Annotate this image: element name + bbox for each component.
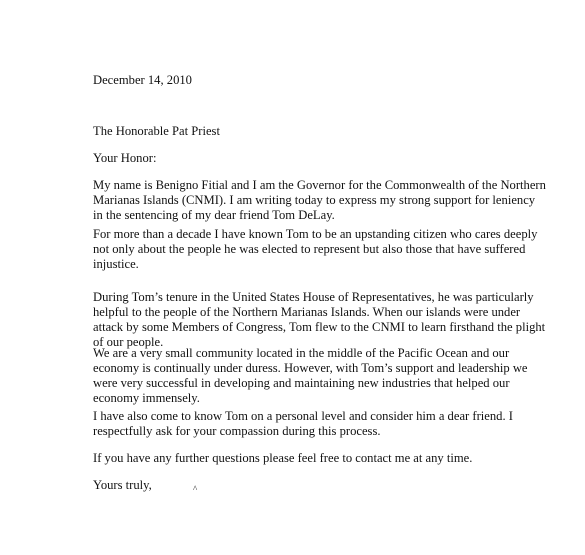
paragraph-line: economy immensely. xyxy=(93,391,200,405)
paragraph-line: respectfully ask for your compassion during this process. xyxy=(93,424,381,438)
paragraph-line: helpful to the people of the Northern Marianas Islands. When our islands were under xyxy=(93,305,521,319)
paragraph-line: attack by some Members of Congress, Tom flew to the CNMI to learn firsthand the plight xyxy=(93,320,546,334)
paragraph-line: During Tom’s tenure in the United States House of Representatives, he was particularly xyxy=(93,290,534,304)
paragraph-line: If you have any further questions please feel free to contact me at any time. xyxy=(93,451,473,465)
paragraph-line: of our people. xyxy=(93,335,164,349)
paragraph-tenure xyxy=(93,290,548,350)
paragraph-character xyxy=(93,227,548,272)
paragraph-introduction xyxy=(93,178,548,223)
paragraph-personal xyxy=(93,409,548,439)
paragraph-line: We are a very small community located in the middle of the Pacific Ocean and our xyxy=(93,346,510,360)
paragraph-contact xyxy=(93,451,548,466)
paragraph-line: injustice. xyxy=(93,257,139,271)
paragraph-community xyxy=(93,346,548,406)
paragraph-line: economy is continually under duress. However, with Tom’s support and leadership we xyxy=(93,361,528,375)
paragraph-line: not only about the people he was elected to represent but also those that have suffered xyxy=(93,242,526,256)
closing: Yours truly, xyxy=(93,478,152,492)
paragraph-line: Marianas Islands (CNMI). I am writing today to express my strong support for leniency xyxy=(93,193,536,207)
paragraph-line: I have also come to know Tom on a personal level and consider him a dear friend. I xyxy=(93,409,513,423)
handwritten-mark: ^ xyxy=(193,484,198,494)
recipient-name: The Honorable Pat Priest xyxy=(93,124,220,138)
salutation: Your Honor: xyxy=(93,151,157,165)
paragraph-line: For more than a decade I have known Tom to be an upstanding citizen who cares deeply xyxy=(93,227,538,241)
paragraph-line: in the sentencing of my dear friend Tom DeLay. xyxy=(93,208,335,222)
paragraph-line: My name is Benigno Fitial and I am the Governor for the Commonwealth of the Northern xyxy=(93,178,546,192)
paragraph-line: were very successful in developing and maintaining new industries that helped our xyxy=(93,376,510,390)
letter-date: December 14, 2010 xyxy=(93,73,192,87)
